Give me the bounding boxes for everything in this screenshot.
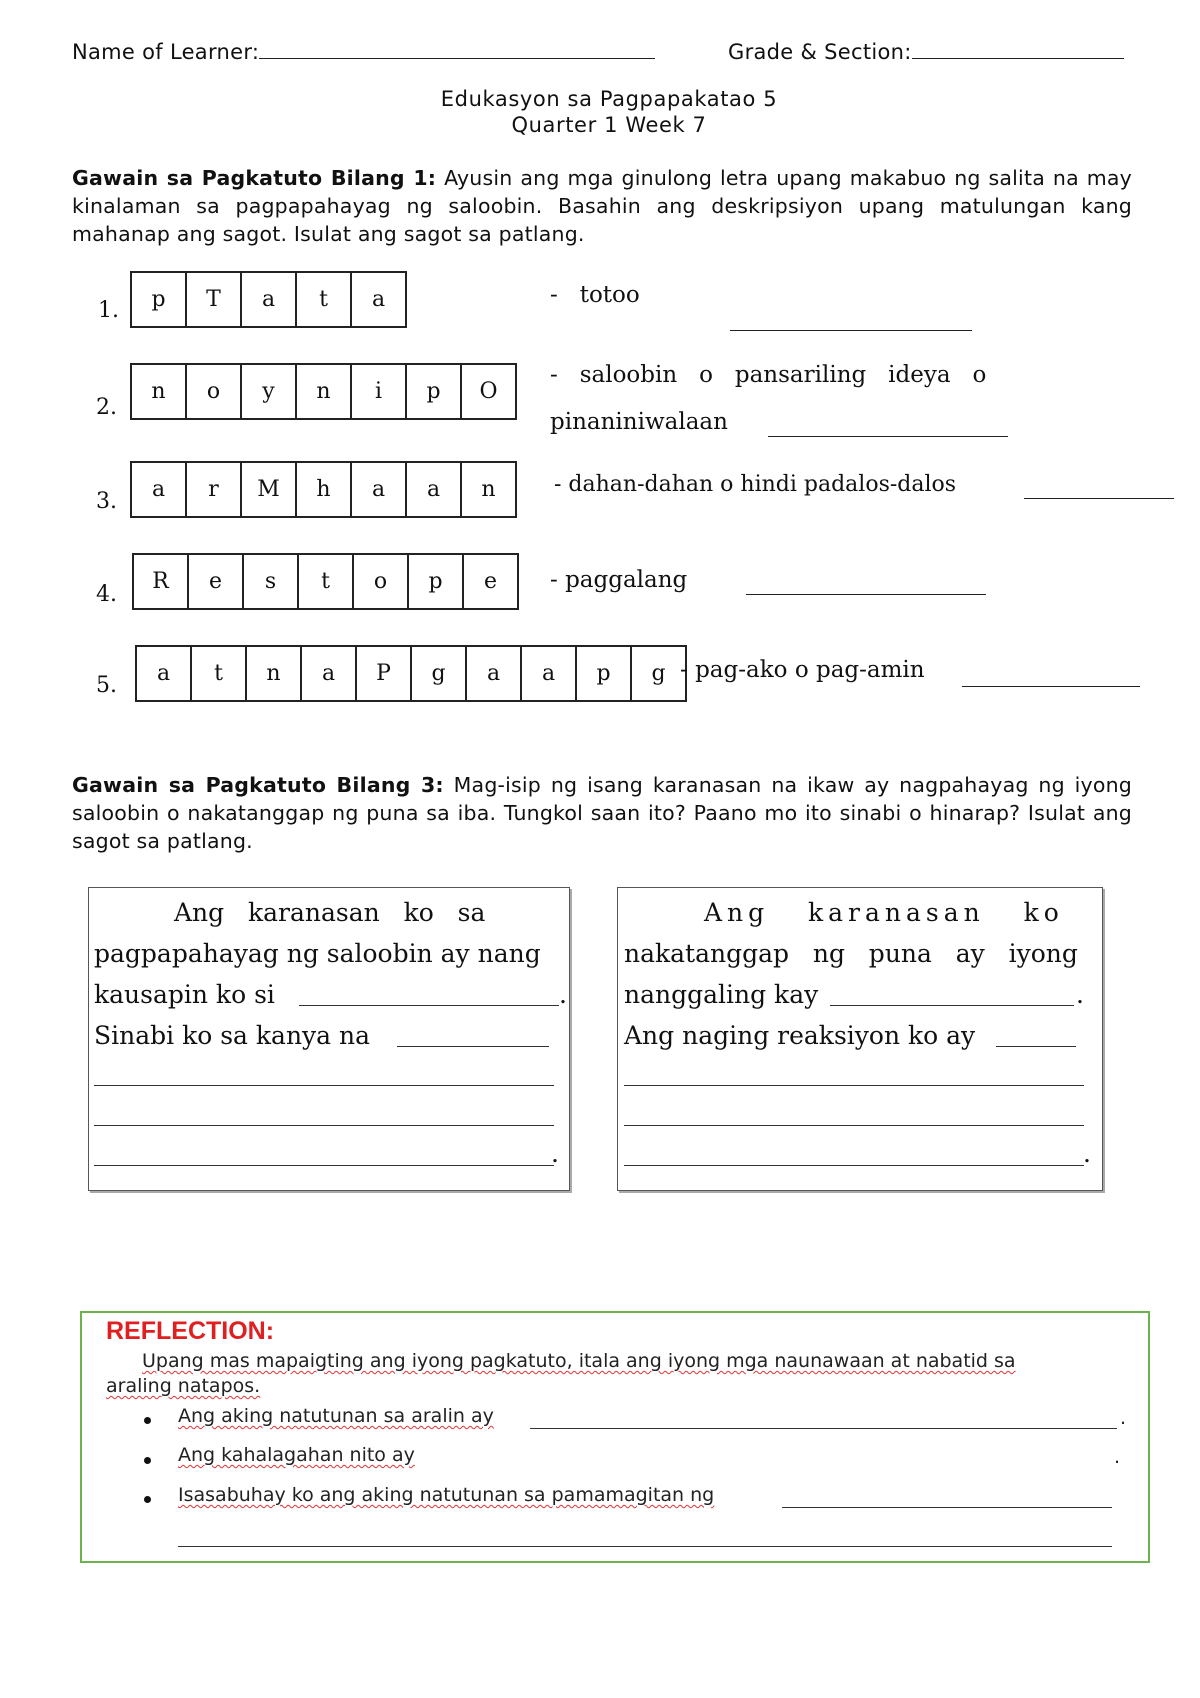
letter-box: r — [187, 463, 242, 516]
letter-box: y — [242, 365, 297, 418]
box-right-line1: Ang karanasan ko — [704, 898, 1064, 927]
letter-box: n — [132, 365, 187, 418]
answer-blank[interactable] — [962, 668, 1140, 687]
letter-box: a — [407, 463, 462, 516]
period: . — [1114, 1446, 1121, 1468]
writing-line[interactable] — [624, 1125, 1084, 1126]
letter-box: t — [297, 273, 352, 326]
letter-box: a — [371, 287, 386, 312]
reflection-box — [80, 1311, 1150, 1563]
item-description: - totoo — [550, 282, 640, 308]
writing-line[interactable] — [94, 1085, 554, 1086]
letter-box: O — [479, 379, 498, 404]
letter-boxes — [130, 461, 517, 518]
item-number: 5. — [96, 673, 117, 698]
letter-boxes — [135, 645, 687, 702]
box-right-line2: nakatanggap ng puna ay iyong — [624, 939, 1078, 968]
letter-box: a — [132, 463, 187, 516]
letter-box: i — [352, 365, 407, 418]
letter-box: T — [187, 273, 242, 326]
item-description: - pag-ako o pag-amin — [680, 657, 925, 683]
activity3-title: Gawain sa Pagkatuto Bilang 3: — [72, 773, 444, 797]
box-left-line4: Sinabi ko sa kanya na — [94, 1021, 371, 1050]
bullet-icon — [144, 1417, 151, 1424]
letter-boxes — [130, 363, 517, 420]
activity3-instructions — [72, 771, 1132, 855]
reflection-intro-cont: araling natapos. — [106, 1375, 261, 1397]
letter-box: a — [352, 463, 407, 516]
letter-box: p — [577, 647, 632, 700]
activity1-text: Ayusin ang mga ginulong letra upang makabuo ng salita na may kinalaman sa pagpapahayag ng saloobin. Basahin ang deskripsiyon upang matulungan kang mahanap ang sagot. Isulat ang sagot sa patlang. — [72, 166, 1133, 246]
box-left-line1: Ang karanasan ko sa — [174, 898, 486, 927]
letter-box: o — [354, 555, 409, 608]
answer-box-left — [88, 887, 570, 1191]
letter-box: g — [651, 661, 666, 686]
letter-box: a — [522, 647, 577, 700]
reflection-prompt-2: Ang kahalagahan nito ay — [178, 1444, 415, 1466]
letter-box: e — [483, 569, 498, 594]
letter-box: p — [132, 273, 187, 326]
writing-line[interactable] — [94, 1125, 554, 1126]
letter-box: s — [244, 555, 299, 608]
box-left-line3: kausapin ko si — [94, 980, 275, 1009]
writing-line[interactable] — [624, 1085, 1084, 1086]
item-number: 1. — [98, 298, 119, 323]
period: . — [551, 1139, 559, 1168]
answer-blank[interactable] — [996, 1046, 1076, 1047]
letter-box: t — [299, 555, 354, 608]
answer-box-right — [617, 887, 1103, 1191]
period: . — [1120, 1407, 1127, 1429]
name-label: Name of Learner: — [72, 40, 260, 64]
period: . — [559, 980, 567, 1009]
item-description: - dahan-dahan o hindi padalos-dalos — [554, 472, 957, 497]
writing-line[interactable] — [178, 1546, 1112, 1547]
grade-section-field — [728, 40, 1124, 64]
activity3-text: Mag-isip ng isang karanasan na ikaw ay nagpahayag ng iyong saloobin o nakatanggap ng puna sa iba. Tungkol saan ito? Paano mo ito sinabi o hinarap? Isulat ang sagot sa patlang. — [72, 773, 1132, 853]
page-title — [0, 86, 1200, 138]
answer-blank[interactable] — [730, 312, 972, 331]
reflection-intro: Upang mas mapaigting ang iyong pagkatuto, itala ang iyong mga naunawaan at nabatid sa — [142, 1350, 1016, 1372]
letter-box: t — [192, 647, 247, 700]
letter-box: h — [297, 463, 352, 516]
answer-blank[interactable] — [530, 1428, 1117, 1429]
answer-blank[interactable] — [782, 1507, 1112, 1508]
period: . — [1076, 980, 1084, 1009]
name-blank[interactable] — [259, 58, 655, 59]
letter-boxes — [130, 271, 407, 328]
letter-box: M — [242, 463, 297, 516]
answer-blank[interactable] — [830, 1005, 1074, 1006]
writing-line[interactable] — [624, 1165, 1084, 1166]
answer-blank[interactable] — [299, 1005, 559, 1006]
answer-blank[interactable] — [768, 418, 1008, 437]
grade-blank[interactable] — [912, 58, 1124, 59]
item-description-cont: pinaniniwalaan — [550, 409, 728, 435]
letter-box: e — [189, 555, 244, 608]
letter-box: n — [297, 365, 352, 418]
letter-box: a — [137, 647, 192, 700]
answer-blank[interactable] — [1024, 480, 1174, 499]
item-number: 3. — [96, 489, 117, 514]
letter-box: P — [357, 647, 412, 700]
item-number: 2. — [96, 395, 117, 420]
quarter-title: Quarter 1 Week 7 — [511, 113, 707, 137]
letter-box: a — [467, 647, 522, 700]
reflection-prompt-1: Ang aking natutunan sa aralin ay — [178, 1405, 494, 1427]
letter-box: a — [302, 647, 357, 700]
bullet-icon — [144, 1496, 151, 1503]
reflection-title: REFLECTION: — [106, 1317, 275, 1345]
box-right-line4: Ang naging reaksiyon ko ay — [624, 1021, 976, 1050]
box-right-line3: nanggaling kay — [624, 980, 819, 1009]
letter-box: n — [247, 647, 302, 700]
letter-box: n — [481, 477, 496, 502]
letter-box: g — [412, 647, 467, 700]
subject-title: Edukasyon sa Pagpapakatao 5 — [440, 87, 778, 111]
letter-box: R — [134, 555, 189, 608]
activity1-instructions — [72, 164, 1132, 248]
activity1-title: Gawain sa Pagkatuto Bilang 1: — [72, 166, 437, 190]
bullet-icon — [144, 1457, 151, 1464]
answer-blank[interactable] — [746, 576, 986, 595]
letter-box: a — [242, 273, 297, 326]
item-description: - saloobin o pansariling ideya o — [550, 362, 987, 388]
period: . — [1083, 1139, 1091, 1168]
writing-line[interactable] — [94, 1165, 554, 1166]
item-description: - paggalang — [550, 567, 688, 593]
letter-boxes — [132, 553, 519, 610]
reflection-prompt-3: Isasabuhay ko ang aking natutunan sa pamamagitan ng — [178, 1484, 715, 1506]
box-left-line2: pagpapahayag ng saloobin ay nang — [94, 939, 541, 968]
item-number: 4. — [96, 582, 117, 607]
letter-box: o — [187, 365, 242, 418]
name-of-learner-field — [72, 40, 655, 64]
letter-box: p — [407, 365, 462, 418]
letter-box: p — [409, 555, 464, 608]
answer-blank[interactable] — [397, 1046, 549, 1047]
grade-label: Grade & Section: — [728, 40, 912, 64]
